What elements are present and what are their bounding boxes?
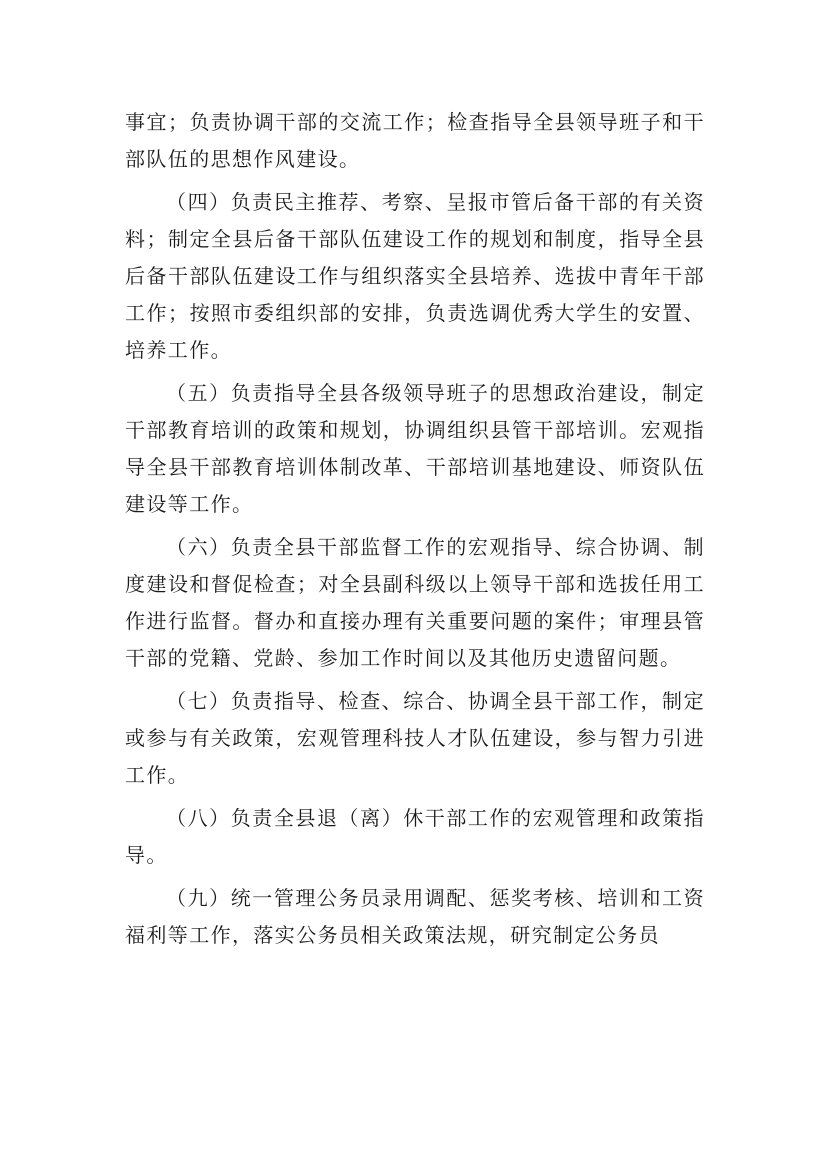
paragraph-continuation: 事宜；负责协调干部的交流工作；检查指导全县领导班子和干部队伍的思想作风建设。 (125, 110, 705, 171)
paragraph-item-9: （九）统一管理公务员录用调配、惩奖考核、培训和工资福利等工作，落实公务员相关政策法规，研究制定公务员 (125, 886, 705, 947)
paragraph-item-8: （八）负责全县退（离）休干部工作的宏观管理和政策指导。 (125, 806, 705, 867)
document-body (125, 104, 705, 960)
paragraph-item-6: （六）负责全县干部监督工作的宏观指导、综合协调、制度建设和督促检查；对全县副科级以上领导干部和选拔任用工作进行监督。督办和直接办理有关重要问题的案件；审理县管干部的党籍、党龄、参加工作时间以及其他历史遗留问题。 (125, 535, 705, 670)
paragraph-item-5: （五）负责指导全县各级领导班子的思想政治建设，制定干部教育培训的政策和规划，协调组织县管干部培训。宏观指导全县干部教育培训体制改革、干部培训基地建设、师资队伍建设等工作。 (125, 381, 705, 516)
paragraph-item-4: （四）负责民主推荐、考察、呈报市管后备干部的有关资料；制定全县后备干部队伍建设工作的规划和制度，指导全县后备干部队伍建设工作与组织落实全县培养、选拔中青年干部工作；按照市委组织部的安排，负责选调优秀大学生的安置、培养工作。 (125, 190, 705, 362)
paragraph-item-7: （七）负责指导、检查、综合、协调全县干部工作，制定或参与有关政策，宏观管理科技人才队伍建设，参与智力引进工作。 (125, 689, 705, 787)
